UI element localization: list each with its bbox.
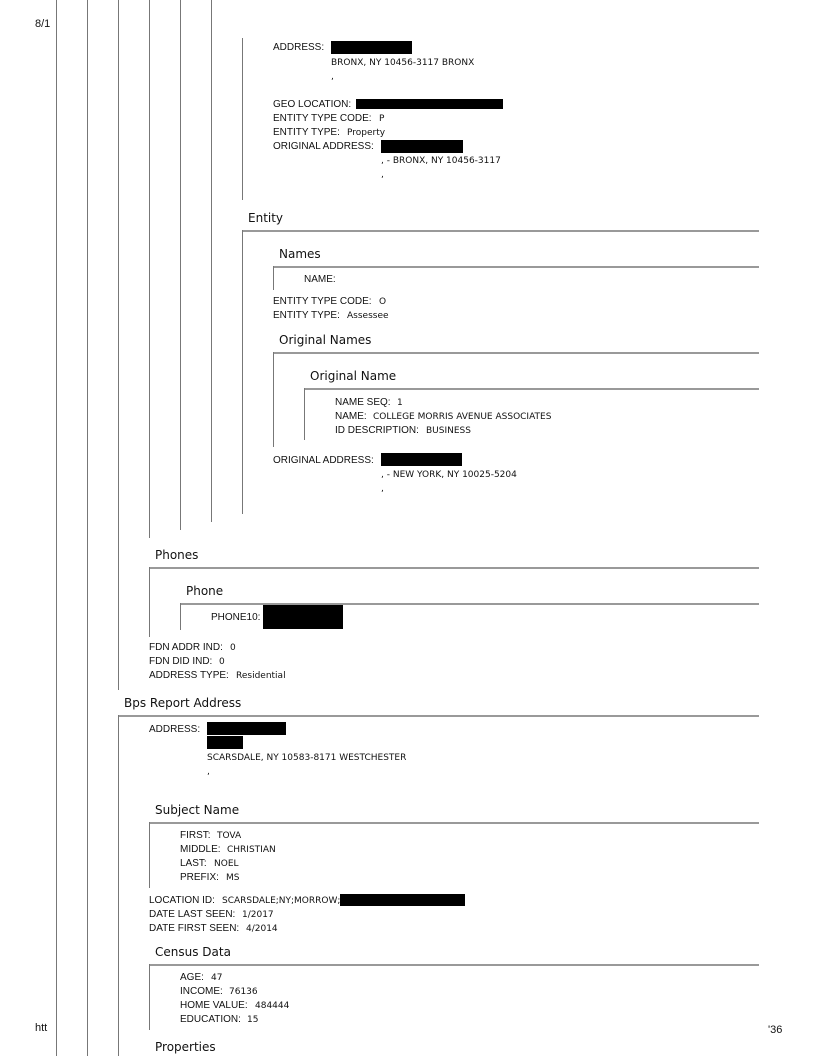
entity-entity-type-code-value: O — [379, 297, 387, 307]
nest-line-5 — [180, 0, 181, 530]
date-first-seen-value: 4/2014 — [246, 924, 278, 934]
name-label: NAME: — [304, 274, 336, 285]
location-id-value: SCARSDALE;NY;MORROW; — [222, 896, 341, 906]
subject-name-rule — [149, 822, 759, 824]
address-type-label: ADDRESS TYPE: — [149, 670, 229, 681]
fdn-addr-ind-label: FDN ADDR IND: — [149, 642, 223, 653]
bps-left-line — [118, 715, 119, 1056]
geo-location-label: GEO LOCATION: — [273, 99, 352, 110]
subject-name-left-line — [149, 822, 150, 888]
section-title-bps-report-address: Bps Report Address — [124, 696, 242, 710]
redaction-entity-original-address — [381, 453, 462, 466]
section-title-subject-name: Subject Name — [155, 803, 240, 817]
entity-rule — [242, 230, 759, 232]
age-label: AGE: — [180, 972, 204, 983]
age-value: 47 — [211, 973, 223, 983]
census-left-line — [149, 964, 150, 1030]
margin-text-bottom-left: htt — [35, 1022, 48, 1034]
last-value: NOEL — [214, 859, 239, 869]
redaction-location-id — [340, 894, 465, 906]
fdn-did-ind-label: FDN DID IND: — [149, 656, 213, 667]
income-label: INCOME: — [180, 986, 223, 997]
redaction-bps-address-2 — [207, 736, 243, 749]
entity-type-value: Property — [347, 128, 386, 138]
section-title-entity: Entity — [248, 211, 284, 225]
nest-line-property — [242, 38, 243, 200]
address-type-value: Residential — [236, 671, 286, 681]
section-title-original-name: Original Name — [310, 369, 397, 383]
fdn-did-ind-value: 0 — [219, 657, 225, 667]
prefix-label: PREFIX: — [180, 872, 219, 883]
original-address-label: ORIGINAL ADDRESS: — [273, 141, 374, 152]
entity-original-address-line-2: , - NEW YORK, NY 10025-5204 — [381, 470, 517, 480]
redaction-phone10 — [263, 605, 343, 629]
original-address-line-3: , — [381, 170, 384, 180]
address-line-3: , — [331, 72, 334, 82]
entity-entity-type-value: Assessee — [347, 311, 389, 321]
education-label: EDUCATION: — [180, 1014, 241, 1025]
orig-name-label: NAME: — [335, 411, 367, 422]
phones-left-line — [149, 567, 150, 637]
phones-rule — [149, 567, 759, 569]
name-seq-value: 1 — [397, 398, 403, 408]
section-title-phones: Phones — [155, 548, 199, 562]
redaction-geo — [356, 99, 503, 109]
entity-original-address-line-3: , — [381, 484, 384, 494]
middle-value: CHRISTIAN — [227, 845, 276, 855]
home-value-value: 484444 — [255, 1001, 290, 1011]
entity-type-code-value: P — [379, 114, 385, 124]
original-name-left-line — [304, 388, 305, 440]
date-first-seen-label: DATE FIRST SEEN: — [149, 923, 240, 934]
name-seq-label: NAME SEQ: — [335, 397, 391, 408]
address-label: ADDRESS: — [273, 42, 325, 53]
nest-line-2 — [87, 0, 88, 1056]
phone-left-line — [180, 603, 181, 630]
last-label: LAST: — [180, 858, 207, 869]
redaction-original-address — [381, 140, 463, 153]
original-address-line-2: , - BRONX, NY 10456-3117 — [381, 156, 501, 166]
original-name-rule — [304, 388, 759, 390]
id-description-value: BUSINESS — [426, 426, 471, 436]
bps-address-label: ADDRESS: — [149, 724, 201, 735]
date-last-seen-label: DATE LAST SEEN: — [149, 909, 236, 920]
entity-type-code-label: ENTITY TYPE CODE: — [273, 113, 372, 124]
original-names-rule — [273, 352, 759, 354]
entity-original-address-label: ORIGINAL ADDRESS: — [273, 455, 374, 466]
entity-type-label: ENTITY TYPE: — [273, 127, 340, 138]
orig-name-value: COLLEGE MORRIS AVENUE ASSOCIATES — [373, 412, 552, 422]
entity-entity-type-label: ENTITY TYPE: — [273, 310, 340, 321]
first-label: FIRST: — [180, 830, 211, 841]
fdn-addr-ind-value: 0 — [230, 643, 236, 653]
entity-entity-type-code-label: ENTITY TYPE CODE: — [273, 296, 372, 307]
margin-text-top-left: 8/1 — [35, 18, 51, 30]
names-left-line — [273, 266, 274, 290]
redaction-bps-address-1 — [207, 722, 286, 735]
home-value-label: HOME VALUE: — [180, 1000, 248, 1011]
prefix-value: MS — [226, 873, 240, 883]
middle-label: MIDDLE: — [180, 844, 221, 855]
nest-line-3 — [118, 0, 119, 690]
census-rule — [149, 964, 759, 966]
original-names-left-line — [273, 352, 274, 447]
nest-line-6 — [211, 0, 212, 522]
section-title-census-data: Census Data — [155, 945, 231, 959]
first-value: TOVA — [217, 831, 242, 841]
income-value: 76136 — [229, 987, 258, 997]
margin-text-bottom-right: '36 — [768, 1024, 783, 1036]
redaction-address — [331, 41, 412, 54]
id-description-label: ID DESCRIPTION: — [335, 425, 419, 436]
bps-address-line-3: SCARSDALE, NY 10583-8171 WESTCHESTER — [207, 753, 407, 763]
nest-line-1 — [56, 0, 57, 1056]
section-title-phone: Phone — [186, 584, 224, 598]
location-id-label: LOCATION ID: — [149, 895, 215, 906]
bps-rule — [118, 715, 759, 717]
bps-address-line-4: , — [207, 767, 210, 777]
section-title-original-names: Original Names — [279, 333, 372, 347]
education-value: 15 — [247, 1015, 259, 1025]
entity-left-line — [242, 230, 243, 514]
phone10-label: PHONE10: — [211, 612, 261, 623]
date-last-seen-value: 1/2017 — [242, 910, 274, 920]
nest-line-4 — [149, 0, 150, 538]
section-title-names: Names — [279, 247, 321, 261]
section-title-properties: Properties — [155, 1040, 216, 1054]
names-rule — [273, 266, 759, 268]
address-line-2: BRONX, NY 10456-3117 BRONX — [331, 58, 475, 68]
